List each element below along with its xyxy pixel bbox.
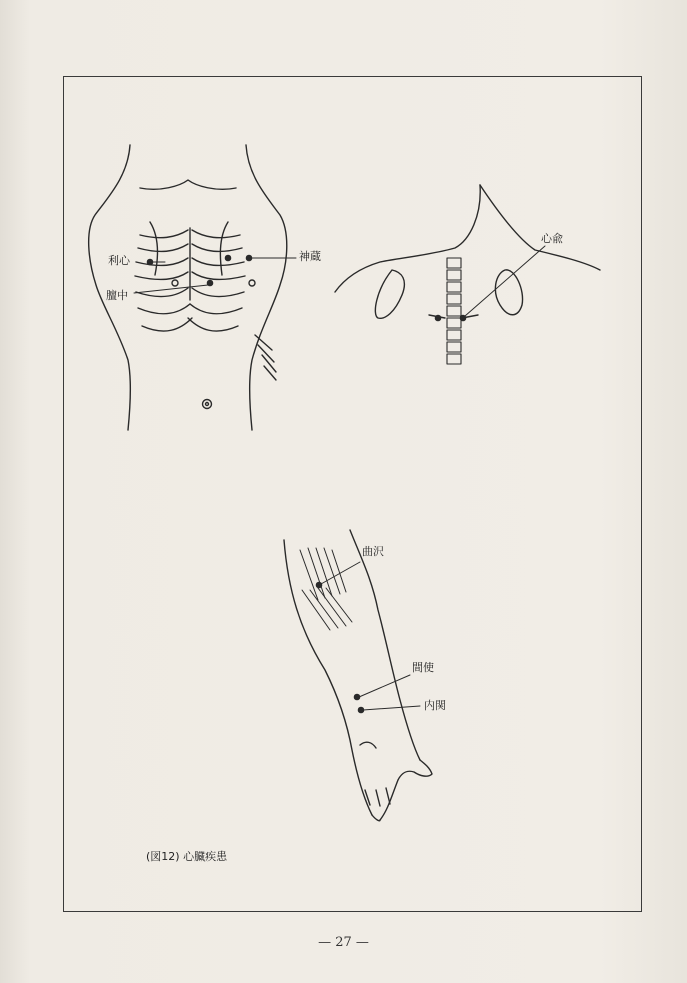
label-kanshi: 間使 [412,661,434,674]
back-torso-drawing [335,185,600,364]
label-danchu: 膻中 [106,289,128,302]
label-shinyu: 心兪 [541,232,563,245]
label-shinzo: 神蔵 [299,250,321,263]
shinzo-point [225,255,231,261]
shinyu-point-left [435,315,441,321]
label-rishin: 利心 [108,254,130,267]
kyokutaku-point [316,582,322,588]
figure-caption: (図12) 心臓疾患 [146,850,228,863]
label-naikan: 内関 [424,699,446,712]
page-number: — 27 — [318,935,369,950]
rishin-point [147,259,153,265]
label-kyokutaku: 曲沢 [362,545,384,558]
